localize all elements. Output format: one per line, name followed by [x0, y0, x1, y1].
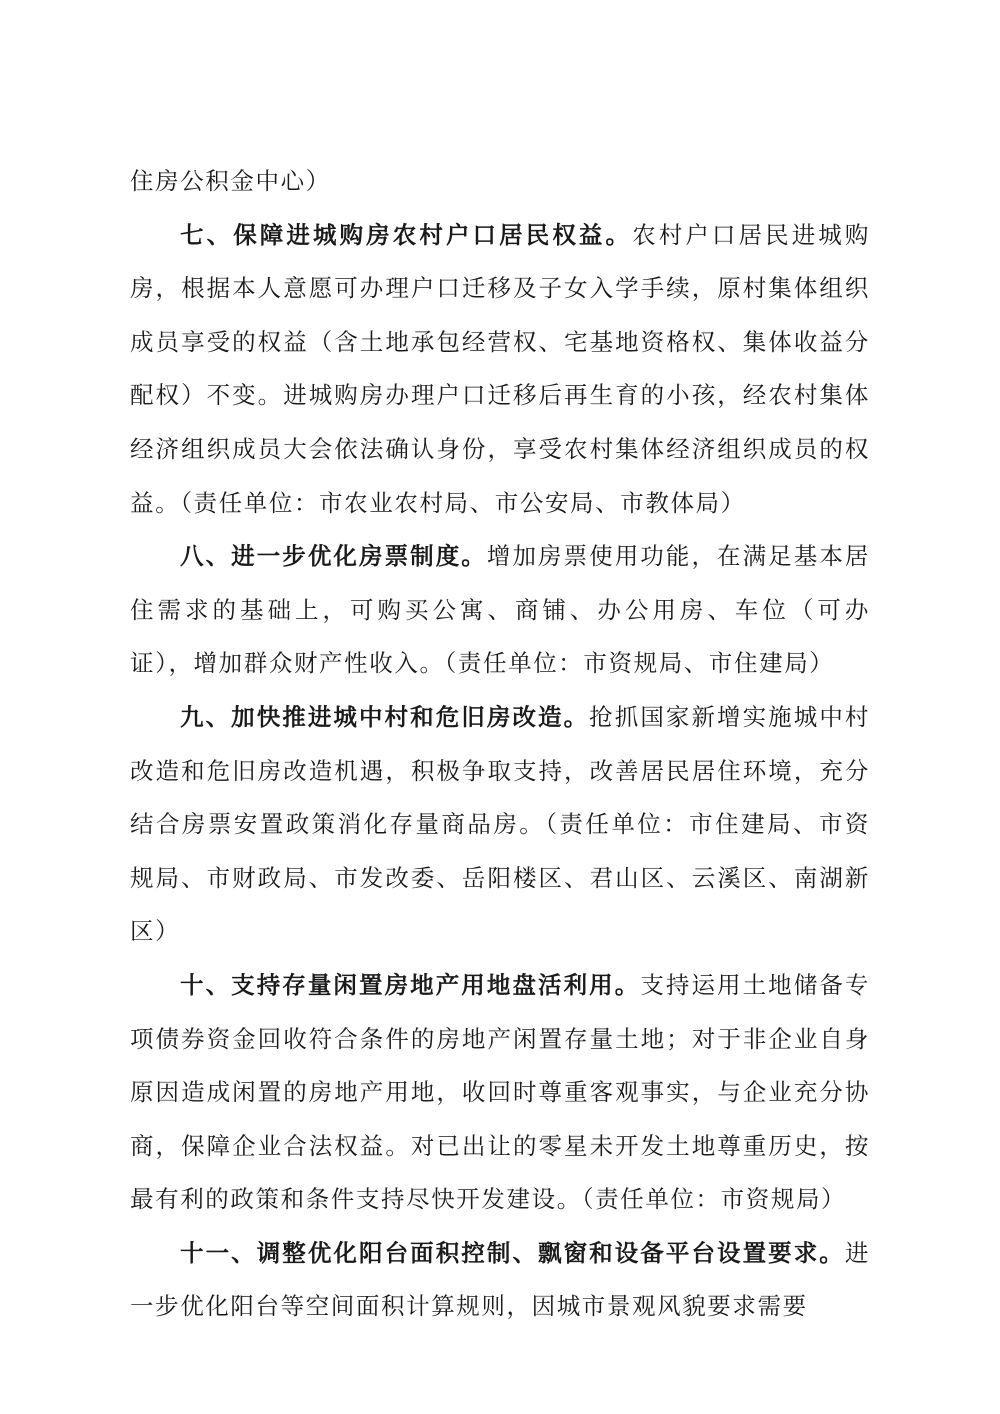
paragraph-item-8	[130, 530, 870, 691]
paragraph-body: 抢抓国家新增实施城中村改造和危旧房改造机遇，积极争取支持，改善居民居住环境，充分结合房票安置政策消化存量商品房。（责任单位：市住建局、市资规局、市财政局、市发改委、岳阳楼区、君山区、云溪区、南湖新区）	[130, 702, 870, 946]
paragraph-heading: 十一、调整优化阳台面积控制、飘窗和设备平台设置要求。	[180, 1238, 845, 1267]
paragraph-body: 进一步优化阳台等空间面积计算规则，因城市景观风貌要求需要	[130, 1238, 870, 1321]
paragraph-body: 住房公积金中心）	[130, 167, 331, 195]
paragraph-heading: 七、保障进城购房农村户口居民权益。	[180, 220, 633, 249]
paragraph-body: 农村户口居民进城购房，根据本人意愿可办理户口迁移及子女入学手续，原村集体组织成员享受的权益（含土地承包经营权、宅基地资格权、集体收益分配权）不变。进城购房办理户口迁移后再生育的小孩，经农村集体经济组织成员大会依法确认身份，享受农村集体经济组织成员的权益。（责任单位：市农业农村局、市公安局、市教体局）	[130, 220, 870, 517]
paragraph-item-9	[130, 691, 870, 959]
paragraph-heading: 十、支持存量闲置房地产用地盘活利用。	[180, 970, 641, 999]
paragraph-body: 支持运用土地储备专项债券资金回收符合条件的房地产闲置存量土地；对于非企业自身原因造成闲置的房地产用地，收回时尊重客观事实，与企业充分协商，保障企业合法权益。对已出让的零星未开发土地尊重历史，按最有利的政策和条件支持尽快开发建设。（责任单位：市资规局）	[130, 970, 870, 1214]
document-body	[130, 155, 870, 1334]
paragraph-item-11	[130, 1227, 870, 1334]
paragraph-item-7	[130, 209, 870, 531]
paragraph-item-10	[130, 959, 870, 1227]
paragraph-body: 增加房票使用功能，在满足基本居住需求的基础上，可购买公寓、商铺、办公用房、车位（可办证），增加群众财产性收入。（责任单位：市资规局、市住建局）	[130, 542, 870, 678]
paragraph-heading: 九、加快推进城中村和危旧房改造。	[180, 702, 590, 731]
paragraph-heading: 八、进一步优化房票制度。	[180, 542, 487, 571]
paragraph-continuation	[130, 155, 870, 209]
